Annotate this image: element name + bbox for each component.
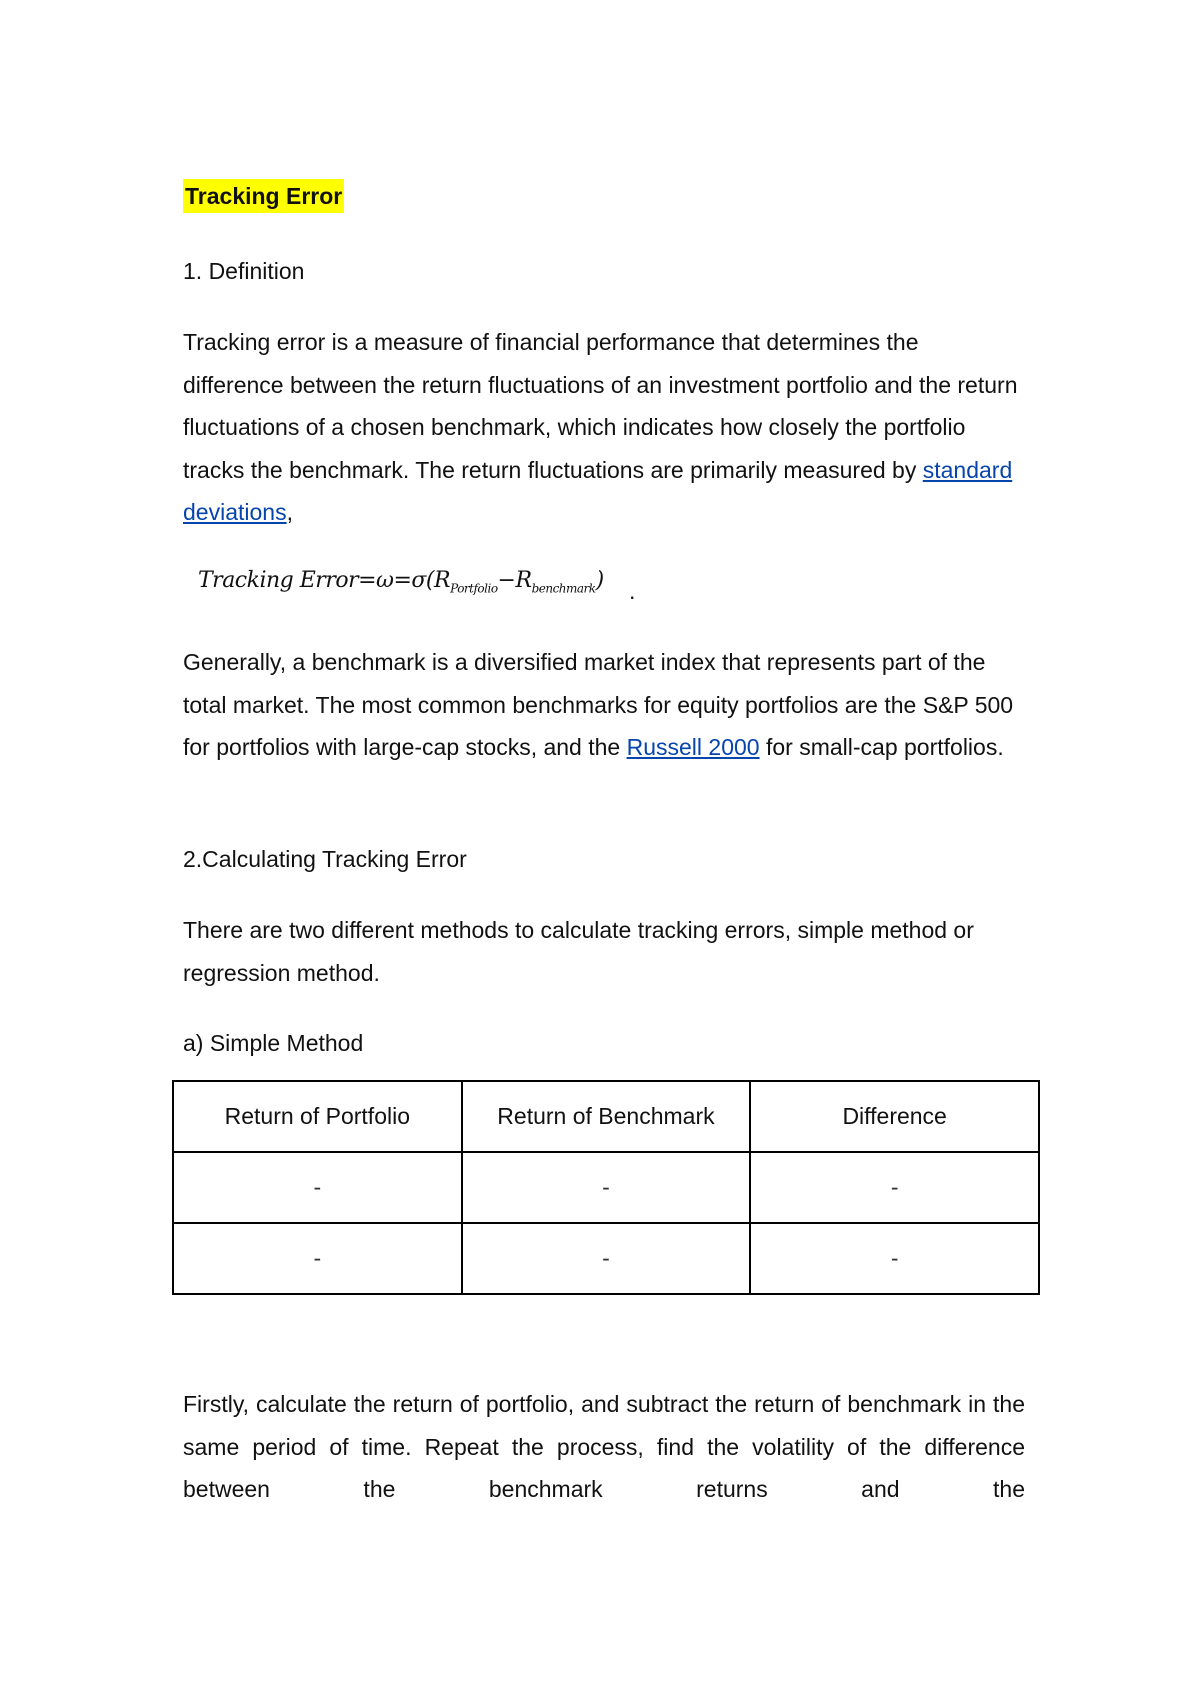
calc-heading: 2.Calculating Tracking Error bbox=[183, 846, 467, 872]
firstly-paragraph: Firstly, calculate the return of portfolio, and subtract the return of benchmark in the same period of time. Repeat the process, find the volatility of the difference between the benchmark returns and the bbox=[183, 1391, 1025, 1502]
formula-close-paren: ) bbox=[595, 568, 604, 593]
formula-sub-portfolio: Portfolio bbox=[450, 581, 498, 596]
benchmark-text-1: Generally, a benchmark is a diversified market index that represents part of the total market. The most common benchmarks for equity portfolios are the S&P 500 for portfolios with large-cap stocks, and the bbox=[183, 649, 1014, 760]
simple-method-table bbox=[172, 1080, 1040, 1295]
formula-sub-benchmark: benchmark bbox=[531, 581, 596, 596]
formula-minus: − bbox=[497, 568, 516, 593]
table-cell: - bbox=[173, 1152, 462, 1223]
table-cell: - bbox=[750, 1223, 1039, 1294]
table-cell: - bbox=[462, 1152, 751, 1223]
table-header-cell: Return of Portfolio bbox=[173, 1081, 462, 1152]
russell-2000-link[interactable]: Russell 2000 bbox=[626, 734, 760, 760]
table-row bbox=[173, 1223, 1039, 1294]
definition-heading: 1. Definition bbox=[183, 258, 305, 284]
table-row bbox=[173, 1152, 1039, 1223]
tracking-error-formula bbox=[198, 560, 604, 610]
definition-comma: , bbox=[286, 499, 293, 525]
definition-text: Tracking error is a measure of financial performance that determines the difference between the return fluctuations of an investment portfolio and the return fluctuations of a chosen benchmark, which indicates how closely the portfolio tracks the benchmark. The return fluctuations are primarily measured by bbox=[183, 329, 1018, 483]
formula-r-benchmark: R bbox=[515, 568, 532, 593]
benchmark-paragraph bbox=[183, 641, 1025, 769]
simple-method-heading: a) Simple Method bbox=[183, 1030, 364, 1056]
definition-paragraph bbox=[183, 321, 1025, 534]
table-cell: - bbox=[750, 1152, 1039, 1223]
table-header-cell: Return of Benchmark bbox=[462, 1081, 751, 1152]
formula-period: . bbox=[629, 578, 636, 604]
calc-paragraph: There are two different methods to calculate tracking errors, simple method or regression method. bbox=[183, 917, 974, 986]
formula-r-portfolio: R bbox=[434, 568, 451, 593]
table-cell: - bbox=[173, 1223, 462, 1294]
formula-equals-sigma: =ω=σ( bbox=[358, 568, 435, 593]
standard-deviations-link[interactable]: standard deviations bbox=[183, 456, 1013, 525]
document-title: Tracking Error bbox=[183, 179, 344, 213]
formula-lhs: Tracking Error bbox=[198, 568, 359, 593]
table-cell: - bbox=[462, 1223, 751, 1294]
table-header-cell: Difference bbox=[750, 1081, 1039, 1152]
table-header-row bbox=[173, 1081, 1039, 1152]
benchmark-text-2: for small-cap portfolios. bbox=[765, 734, 1004, 760]
